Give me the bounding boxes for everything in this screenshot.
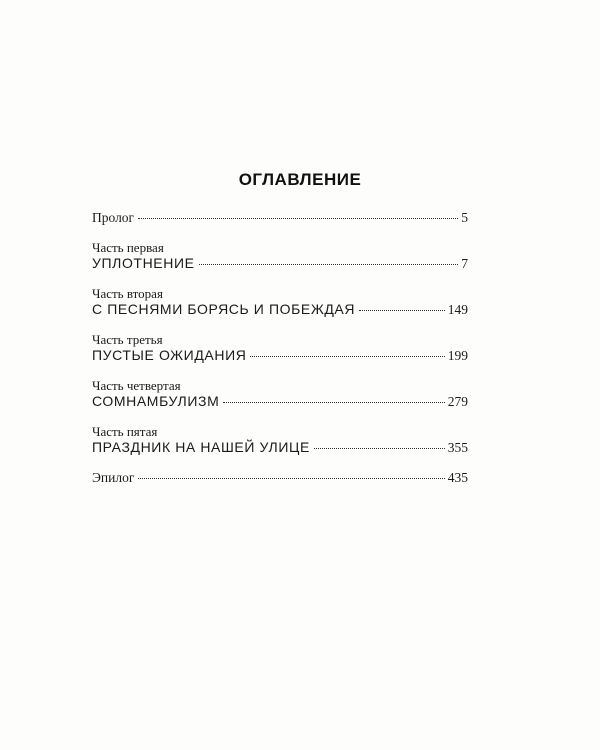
toc-entry-part-2 bbox=[92, 286, 468, 318]
toc-page-number: 5 bbox=[461, 210, 468, 225]
toc-page-number: 7 bbox=[461, 256, 468, 271]
toc-page-number: 279 bbox=[447, 394, 468, 409]
toc-page-number: 355 bbox=[447, 440, 468, 455]
toc-page-number: 199 bbox=[447, 348, 468, 363]
toc-entry-prologue bbox=[92, 210, 468, 226]
toc-entry-part-4 bbox=[92, 378, 468, 410]
toc-part-label: Часть первая bbox=[92, 240, 164, 255]
toc-entry-title: С ПЕСНЯМИ БОРЯСЬ И ПОБЕЖДАЯ bbox=[92, 301, 356, 317]
dot-leader bbox=[314, 448, 445, 449]
toc-line bbox=[92, 470, 468, 486]
toc-part-label: Часть вторая bbox=[92, 286, 163, 301]
toc-entry-title: СОМНАМБУЛИЗМ bbox=[92, 393, 220, 409]
dot-leader bbox=[359, 310, 445, 311]
toc-line bbox=[92, 393, 468, 410]
toc-entry-part-1 bbox=[92, 240, 468, 272]
dot-leader bbox=[199, 264, 459, 265]
dot-leader bbox=[250, 356, 444, 357]
toc-entry-title: Пролог bbox=[92, 210, 135, 225]
toc-entry-part-3 bbox=[92, 332, 468, 364]
toc-line bbox=[92, 301, 468, 318]
toc-entry-part-5 bbox=[92, 424, 468, 456]
toc-page-number: 149 bbox=[447, 302, 468, 317]
dot-leader bbox=[223, 402, 444, 403]
dot-leader bbox=[138, 218, 458, 219]
toc-part-label: Часть третья bbox=[92, 332, 163, 347]
table-of-contents bbox=[92, 210, 468, 486]
toc-heading: ОГЛАВЛЕНИЕ bbox=[238, 170, 362, 189]
toc-part-label: Часть четвертая bbox=[92, 378, 181, 393]
dot-leader bbox=[138, 478, 444, 479]
toc-entry-title: ПУСТЫЕ ОЖИДАНИЯ bbox=[92, 347, 247, 363]
toc-line bbox=[92, 347, 468, 364]
toc-line bbox=[92, 210, 468, 226]
toc-entry-title: Эпилог bbox=[92, 470, 135, 485]
toc-entry-title: УПЛОТНЕНИЕ bbox=[92, 255, 195, 271]
toc-line bbox=[92, 255, 468, 272]
toc-page-number: 435 bbox=[447, 470, 468, 485]
toc-part-label: Часть пятая bbox=[92, 424, 158, 439]
toc-line bbox=[92, 439, 468, 456]
toc-entry-title: ПРАЗДНИК НА НАШЕЙ УЛИЦЕ bbox=[92, 439, 310, 455]
toc-entry-epilogue bbox=[92, 470, 468, 486]
